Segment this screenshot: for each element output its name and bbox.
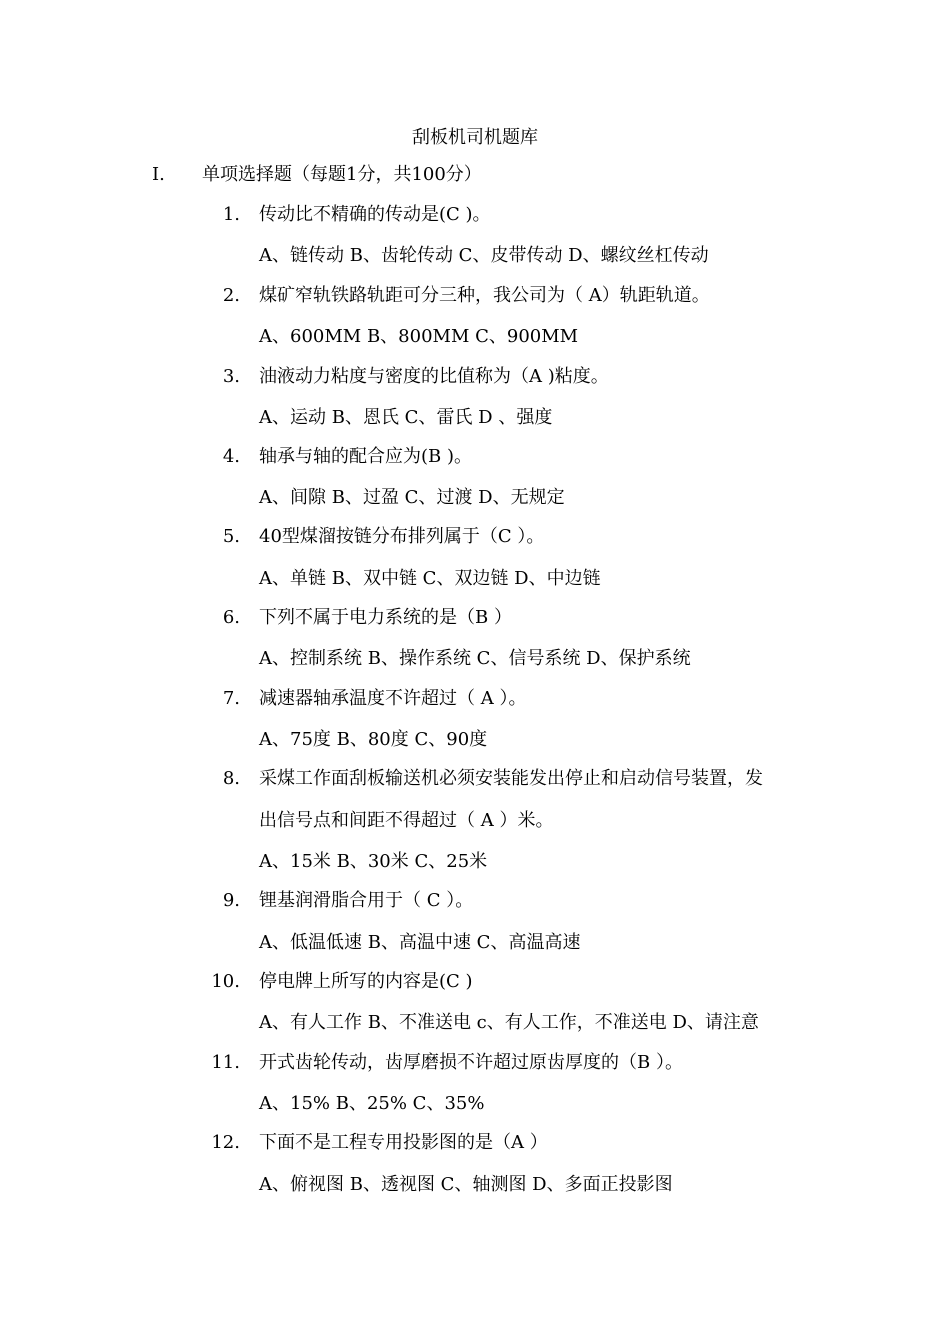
question-number: 4. [222, 446, 240, 467]
question-text: 锂基润滑脂合用于（ C ）。 [259, 890, 474, 911]
question-number: 12. [211, 1132, 240, 1153]
question-options: A、俯视图 B、透视图 C、轴测图 D、多面正投影图 [259, 1174, 673, 1195]
question-text: 传动比不精确的传动是(C )。 [259, 204, 491, 225]
question-text: 开式齿轮传动，齿厚磨损不许超过原齿厚度的（B ）。 [259, 1052, 683, 1073]
question-options: A、运动 B、恩氏 C、雷氏 D 、强度 [259, 407, 553, 428]
question-text: 煤矿窄轨铁路轨距可分三种，我公司为（ A）轨距轨道。 [259, 285, 710, 306]
question-options: A、控制系统 B、操作系统 C、信号系统 D、保护系统 [259, 648, 691, 669]
question-number: 9. [222, 890, 240, 911]
section-label: 单项选择题（每题1分，共100分） [202, 164, 482, 185]
question-number: 10. [211, 971, 240, 992]
question-text: 下面不是工程专用投影图的是（A ） [259, 1132, 548, 1153]
question-options: A、低温低速 B、高温中速 C、高温高速 [259, 932, 581, 953]
question-number: 1. [222, 204, 240, 225]
question-number: 3. [222, 366, 240, 387]
section-heading [152, 162, 482, 188]
question-options: A、链传动 B、齿轮传动 C、皮带传动 D、螺纹丝杠传动 [259, 245, 709, 266]
question-number: 11. [211, 1052, 240, 1073]
question-options: A、15米 B、30米 C、25米 [259, 851, 488, 872]
question-text: 40型煤溜按链分布排列属于（C ）。 [259, 526, 545, 547]
question-number: 8. [222, 768, 240, 789]
question-text: 停电牌上所写的内容是(C ) [259, 971, 473, 992]
question-text: 采煤工作面刮板输送机必须安装能发出停止和启动信号装置，发 [259, 768, 763, 789]
question-text: 轴承与轴的配合应为(B )。 [259, 446, 472, 467]
question-text: 下列不属于电力系统的是（B ） [259, 607, 512, 628]
question-options: A、75度 B、80度 C、90度 [259, 729, 488, 750]
question-text: 出信号点和间距不得超过（ A ）米。 [259, 810, 554, 831]
page-title: 刮板机司机题库 [412, 127, 538, 148]
question-options: A、间隙 B、过盈 C、过渡 D、无规定 [259, 487, 565, 508]
question-text: 油液动力粘度与密度的比值称为（A )粘度。 [259, 366, 609, 387]
question-number: 5. [222, 526, 240, 547]
question-options: A、600MM B、800MM C、900MM [259, 326, 579, 347]
question-options: A、有人工作 B、不准送电 c、有人工作，不准送电 D、请注意 [259, 1012, 759, 1033]
question-number: 7. [222, 688, 240, 709]
section-number: I. [152, 164, 165, 185]
question-options: A、单链 B、双中链 C、双边链 D、中边链 [259, 568, 601, 589]
question-options: A、15% B、25% C、35% [259, 1093, 485, 1114]
question-number: 6. [222, 607, 240, 628]
question-number: 2. [222, 285, 240, 306]
question-text: 减速器轴承温度不许超过（ A ）。 [259, 688, 527, 709]
